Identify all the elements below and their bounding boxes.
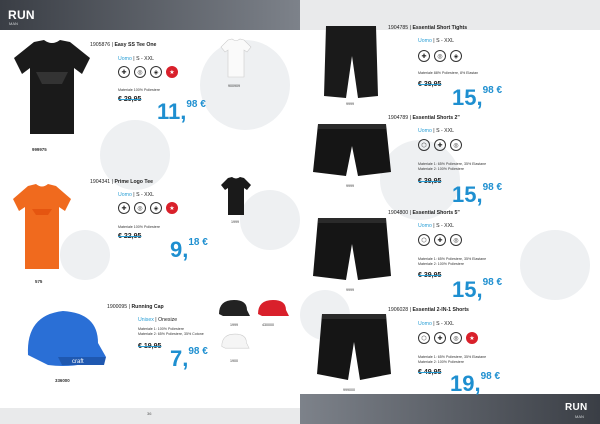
lightweight-icon: ⬡ (418, 234, 430, 246)
material-text: Materiale 100% Poliestere (118, 88, 160, 92)
color-code: 1999 (231, 220, 239, 224)
old-price: € 39,95 (418, 272, 442, 279)
sale-price: 11,$^{98 €}$ (157, 99, 206, 124)
black-tee-thumb (220, 176, 252, 216)
breathable-icon: ✚ (434, 332, 446, 344)
color-code: 9999 (346, 102, 354, 106)
old-price: € 39,95 (418, 81, 442, 88)
black-tee-image (12, 38, 92, 138)
decor-bubble (520, 230, 590, 300)
product-sizes: Uomo | S - XXL (118, 192, 154, 198)
color-code: 575 (35, 279, 43, 284)
feature-icons (418, 332, 478, 344)
product-sizes: Uomo | S - XXL (118, 56, 154, 62)
moisture-icon: ◎ (434, 50, 446, 62)
product-title: 1904789 | Essential Shorts 2" (388, 115, 460, 121)
shorts-2in-image (312, 122, 392, 178)
left-section-sub: MAN (9, 21, 18, 26)
red-cap-thumb (256, 298, 290, 320)
old-price: € 49,95 (418, 369, 442, 376)
breathable-icon: ✚ (434, 139, 446, 151)
moisture-icon: ◎ (450, 332, 462, 344)
white-tee-thumb (220, 38, 252, 78)
shorts-5in-image (312, 216, 392, 282)
product-title: 1904785 | Essential Short Tights (388, 25, 468, 31)
reflective-icon: ◈ (150, 202, 162, 214)
reflective-icon: ◈ (450, 50, 462, 62)
orange-tee-image (12, 183, 72, 271)
material-text: Materiale 1: 65% Poliestere, 35% Elastane Materiale 2: 100% Poliestere (418, 162, 487, 171)
product-title: 1906028 | Essential 2-IN-1 Shorts (388, 307, 469, 313)
page-number: 36 (147, 411, 152, 416)
right-section-sub: MAN (575, 414, 584, 419)
product-sizes: Uomo | S - XXL (418, 38, 454, 44)
svg-text:craft: craft (72, 359, 84, 365)
product-sizes: Uomo | S - XXL (418, 223, 454, 229)
moisture-icon: ◎ (450, 139, 462, 151)
feature-icons (118, 202, 178, 214)
lightweight-icon: ⬡ (418, 332, 430, 344)
product-sizes: Uomo | S - XXL (418, 128, 454, 134)
product-title: 1904341 | Prime Logo Tee (90, 179, 153, 185)
lightweight-icon: ⬡ (418, 139, 430, 151)
bestseller-icon: ★ (466, 332, 478, 344)
material-text: Materiale 100% Poliestere (118, 225, 160, 229)
white-cap-thumb (220, 332, 250, 352)
black-cap-thumb (217, 298, 251, 320)
left-header-bar (0, 0, 300, 30)
color-code: 1999 (230, 323, 238, 327)
blue-cap-image (18, 305, 108, 371)
moisture-icon: ◎ (450, 234, 462, 246)
moisture-icon: ◎ (134, 66, 146, 78)
short-tights-image (322, 24, 380, 100)
material-text: Materiale 88% Poliestere, 8% Elastan (418, 71, 479, 75)
moisture-icon: ◎ (134, 202, 146, 214)
sale-price: 7,$^{98 €}$ (170, 346, 208, 371)
sale-price: 15,$^{98 €}$ (452, 85, 503, 110)
product-title: 1900095 | Running Cap (107, 304, 164, 310)
product-sizes: Unisex | Onesize (138, 317, 178, 323)
feature-icons (118, 66, 178, 78)
shorts-2in1-image (316, 312, 392, 384)
old-price: € 19,95 (138, 343, 162, 350)
feature-icons (418, 234, 462, 246)
right-section-title: RUN (565, 402, 588, 413)
material-text: Materiale 1: 100% Poliestere Materiale 2: 65% Poliestere, 35% Cotone (138, 327, 204, 336)
color-code: 9999 (346, 184, 354, 188)
sale-price: 19,$^{98 €}$ (450, 371, 501, 396)
right-footer-bar (300, 394, 600, 424)
color-code: 336000 (55, 378, 70, 383)
product-title: 1904800 | Essential Shorts 5" (388, 210, 460, 216)
color-code: 430000 (262, 323, 274, 327)
material-text: Materiale 1: 65% Poliestere, 35% Elastane Materiale 2: 100% Poliestere (418, 257, 487, 266)
product-sizes: Uomo | S - XXL (418, 321, 454, 327)
breathable-icon: ✚ (118, 66, 130, 78)
reflective-icon: ◈ (150, 66, 162, 78)
breathable-icon: ✚ (418, 50, 430, 62)
product-title: 1905876 | Easy SS Tee One (90, 42, 157, 48)
left-section-title: RUN (8, 8, 35, 22)
old-price: € 39,95 (418, 178, 442, 185)
color-code: 999000 (343, 388, 355, 392)
color-code: 9999 (346, 288, 354, 292)
color-code: 999975 (32, 147, 47, 152)
bestseller-icon: ★ (166, 202, 178, 214)
breathable-icon: ✚ (434, 234, 446, 246)
breathable-icon: ✚ (118, 202, 130, 214)
old-price: € 22,95 (118, 233, 142, 240)
color-code: 900909 (228, 84, 240, 88)
feature-icons (418, 139, 462, 151)
sale-price: 9,$^{18 €}$ (170, 237, 208, 262)
sale-price: 15,$^{98 €}$ (452, 277, 503, 302)
sale-price: 15,$^{98 €}$ (452, 182, 503, 207)
feature-icons (418, 50, 462, 62)
old-price: € 29,95 (118, 96, 142, 103)
bestseller-icon: ★ (166, 66, 178, 78)
color-code: 1900 (230, 359, 238, 363)
material-text: Materiale 1: 65% Poliestere, 35% Elastane Materiale 2: 100% Poliestere (418, 355, 487, 364)
